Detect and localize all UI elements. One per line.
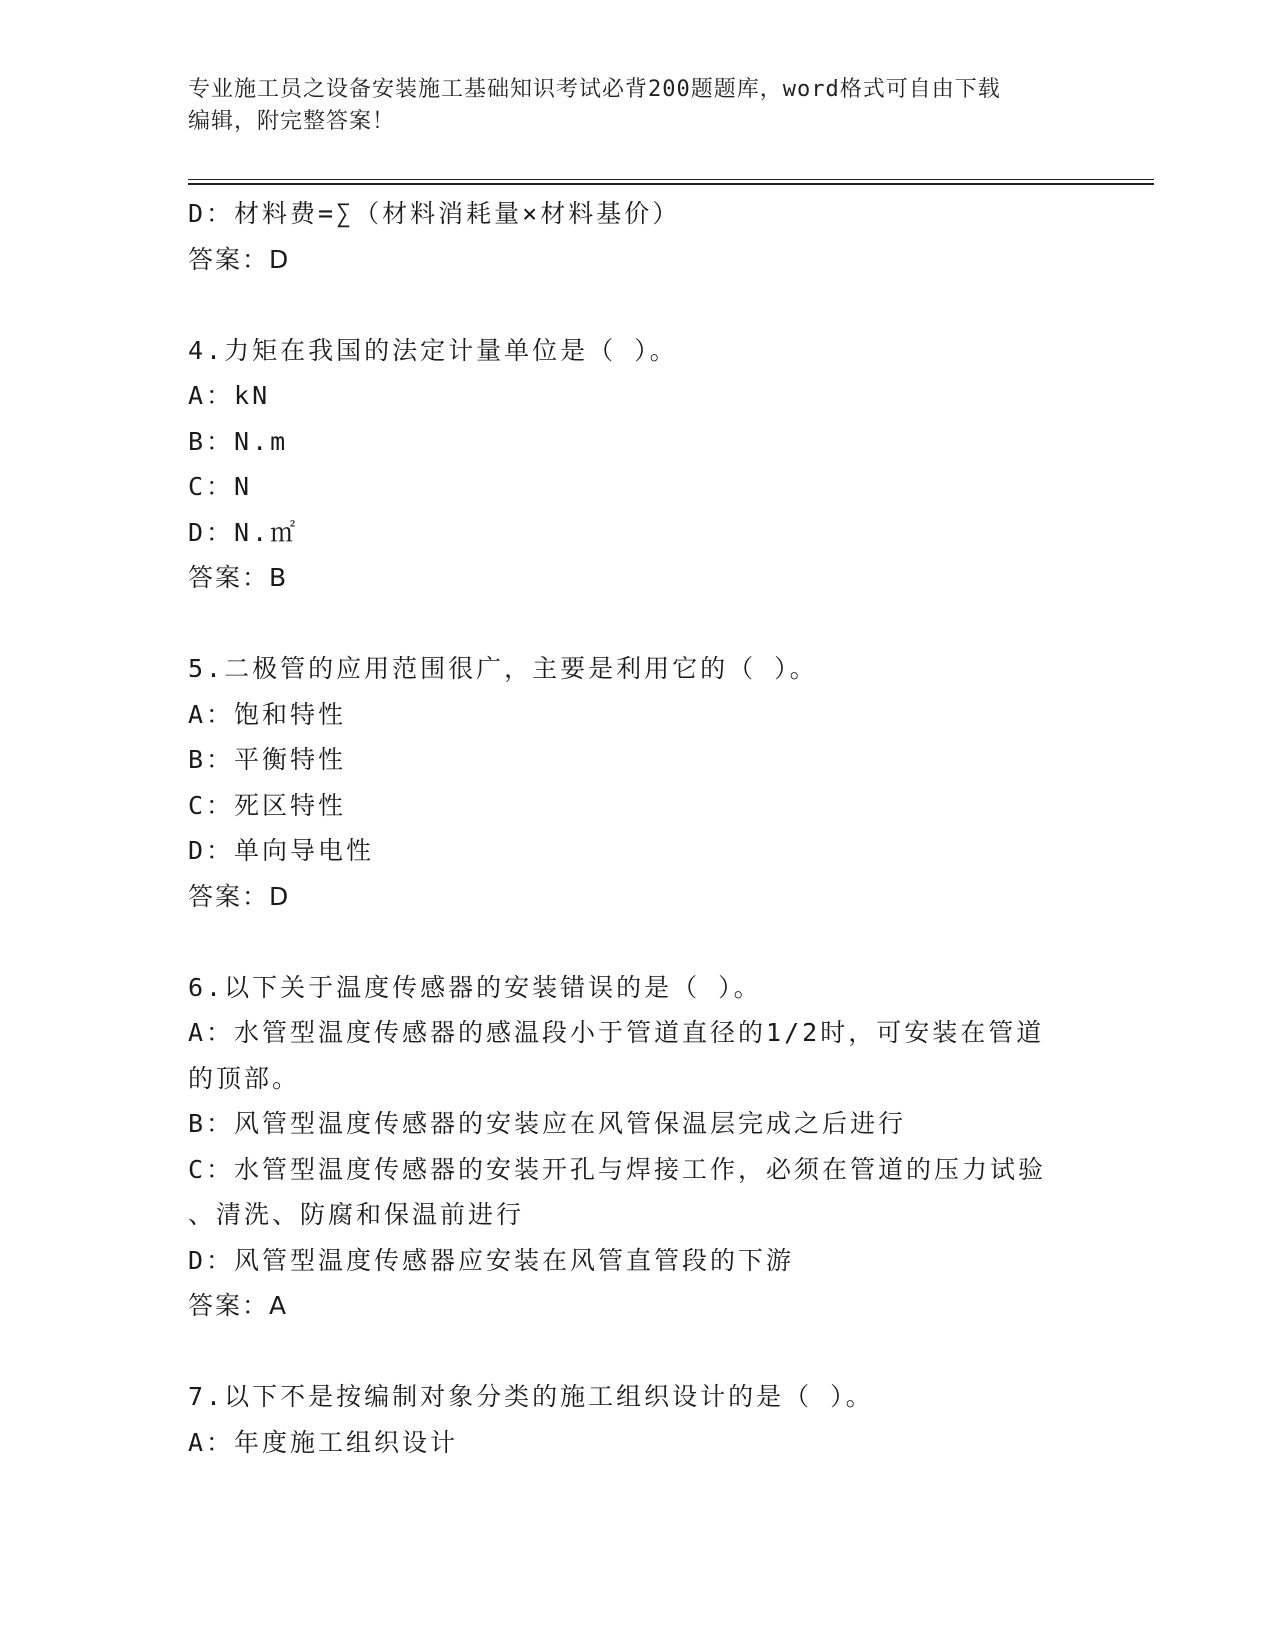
question-stem-5: 5.二极管的应用范围很广，主要是利用它的（ ）。 [188, 654, 818, 683]
spacer [188, 919, 1088, 965]
document-header [188, 74, 1088, 138]
option-d: D：单向导电性 [188, 836, 375, 865]
option-b: B：N.m [188, 426, 289, 456]
question-content [188, 191, 1088, 1465]
option-c: C：死区特性 [188, 790, 347, 820]
option-c-continued: 、清洗、防腐和保温前进行 [188, 1200, 525, 1229]
option-a: A：水管型温度传感器的感温段小于管道直径的1/2时，可安装在管道 [188, 1018, 1045, 1047]
option-a: A：饱和特性 [188, 699, 347, 729]
option-c: C：N [188, 472, 253, 501]
spacer [188, 1329, 1088, 1375]
spacer [188, 282, 1088, 328]
option-a: A：kN [188, 381, 271, 410]
option-d: D：材料费=∑（材料消耗量×材料基价） [188, 199, 681, 228]
option-a: A：年度施工组织设计 [188, 1427, 459, 1457]
question-stem-6: 6.以下关于温度传感器的安装错误的是（ ）。 [188, 972, 762, 1002]
option-d: D：N.㎡ [188, 517, 299, 547]
question-stem-4: 4.力矩在我国的法定计量单位是（ ）。 [188, 335, 678, 365]
question-stem-7: 7.以下不是按编制对象分类的施工组织设计的是（ ）。 [188, 1382, 874, 1411]
header-line-2: 编辑，附完整答案！ [188, 109, 396, 134]
answer-line: 答案：A [188, 1291, 289, 1320]
spacer [188, 601, 1088, 647]
answer-line: 答案：D [188, 881, 291, 911]
option-b: B：平衡特性 [188, 745, 347, 774]
header-divider-thick [188, 183, 1154, 185]
header-line-1: 专业施工员之设备安装施工基础知识考试必背200题题库，word格式可自由下载 [188, 77, 1001, 102]
option-a-continued: 的顶部。 [188, 1063, 301, 1093]
header-divider-thin [188, 179, 1154, 180]
option-b: B：风管型温度传感器的安装应在风管保温层完成之后进行 [188, 1109, 907, 1138]
answer-line: 答案：B [188, 563, 289, 592]
option-d: D：风管型温度传感器应安装在风管直管段的下游 [188, 1245, 795, 1275]
answer-line: 答案：D [188, 244, 291, 274]
option-c: C：水管型温度传感器的安装开孔与焊接工作，必须在管道的压力试验 [188, 1154, 1047, 1184]
